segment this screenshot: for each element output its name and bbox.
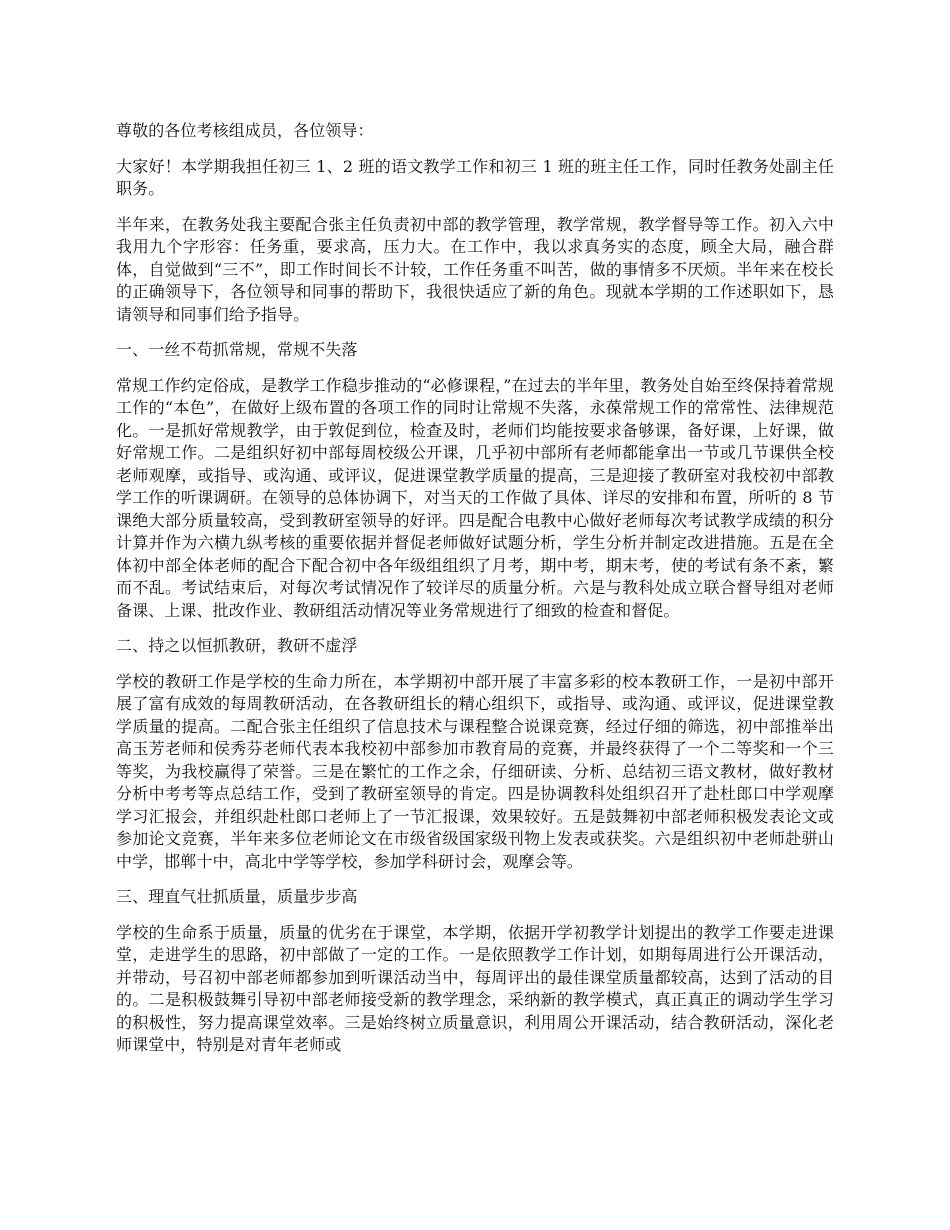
intro-paragraph: 大家好！本学期我担任初三 1、2 班的语文教学工作和初三 1 班的班主任工作，同时任教务处副主任职务。 xyxy=(116,156,834,198)
section-2-paragraph: 学校的教研工作是学校的生命力所在，本学期初中部开展了丰富多彩的校本教研工作，一是初中部开展了富有成效的每周教研活动，在各教研组长的精心组织下，或指导、或沟通、或评议，促进课堂教学质量的提高。二配合张主任组织了信息技术与课程整合说课竞赛，经过仔细的筛选，初中部推举出高玉芳老师和侯秀芬老师代表本我校初中部参加市教育局的竞赛，并最终获得了一个二等奖和一个三等奖，为我校赢得了荣誉。三是在繁忙的工作之余，仔细研读、分析、总结初三语文教材，做好教材分析中考考等点总结工作，受到了教研室领导的肯定。四是协调教科处组织召开了赴杜郎口中学观摩学习汇报会，并组织赴杜郎口老师上了一节汇报课，效果较好。五是鼓舞初中部老师积极发表论文或参加论文竞赛，半年来多位老师论文在市级省级国家级刊物上发表或获奖。六是组织初中老师赴骈山中学，邯郸十中，高北中学等学校，参加学科研讨会，观摩会等。 xyxy=(116,671,834,871)
section-3-paragraph: 学校的生命系于质量，质量的优劣在于课堂，本学期，依据开学初教学计划提出的教学工作要走进课堂，走进学生的思路，初中部做了一定的工作。一是依照教学工作计划，如期每周进行公开课活动，并带动，号召初中部老师都参加到听课活动当中，每周评出的最佳课堂质量都较高，达到了活动的目的。二是积极鼓舞引导初中部老师接受新的教学理念，采纳新的教学模式，真正真正的调动学生学习的积极性，努力提高课堂效率。三是始终树立质量意识，利用周公开课活动，结合教研活动，深化老师课堂中，特别是对青年老师或 xyxy=(116,922,834,1054)
section-1-heading: 一、一丝不苟抓常规，常规不失落 xyxy=(116,340,358,359)
section-1-paragraph: 常规工作约定俗成，是教学工作稳步推动的“必修课程，”在过去的半年里，教务处自始至终保持着常规工作的“本色”，在做好上级布置的各项工作的同时让常规不失落，永葆常规工作的常常性、法律规范化。一是抓好常规教学，由于敦促到位，检查及时，老师们均能按要求备够课，备好课，上好课，做好常规工作。二是组织好初中部每周校级公开课，几乎初中部所有老师都能拿出一节或几节课供全校老师观摩，或指导、或沟通、或评议，促进课堂教学质量的提高，三是迎接了教研室对我校初中部教学工作的听课调研。在领导的总体协调下，对当天的工作做了具体、详尽的安排和布置，所听的 8 节课绝大部分质量较高，受到教研室领导的好评。四是配合电教中心做好老师每次考试教学成绩的积分计算并作为六横九纵考核的重要依据并督促老师做好试题分析，学生分析并制定改进措施。五是在全体初中部全体老师的配合下配合初中各年级组组织了月考，期中考，期末考，使的考试有条不紊，繁而不乱。考试结束后，对每次考试情况作了较详尽的质量分析。六是与教科处成立联合督导组对老师备课、上课、批改作业、教研组活动情况等业务常规进行了细致的检查和督促。 xyxy=(116,375,834,620)
section-3-heading: 三、理直气壮抓质量，质量步步高 xyxy=(116,887,358,906)
overview-paragraph: 半年来，在教务处我主要配合张主任负责初中部的教学管理，教学常规，教学督导等工作。初入六中我用九个字形容：任务重，要求高，压力大。在工作中，我以求真务实的态度，顾全大局，融合群体，自觉做到“三不”，即工作时间长不计较，工作任务重不叫苦，做的事情多不厌烦。半年来在校长的正确领导下，各位领导和同事的帮助下，我很快适应了新的角色。现就本学期的工作述职如下，恳请领导和同事们给予指导。 xyxy=(116,214,834,324)
document-body xyxy=(116,120,834,1070)
greeting: 尊敬的各位考核组成员，各位领导： xyxy=(116,121,374,140)
section-2-heading: 二、持之以恒抓教研，教研不虚浮 xyxy=(116,636,358,655)
